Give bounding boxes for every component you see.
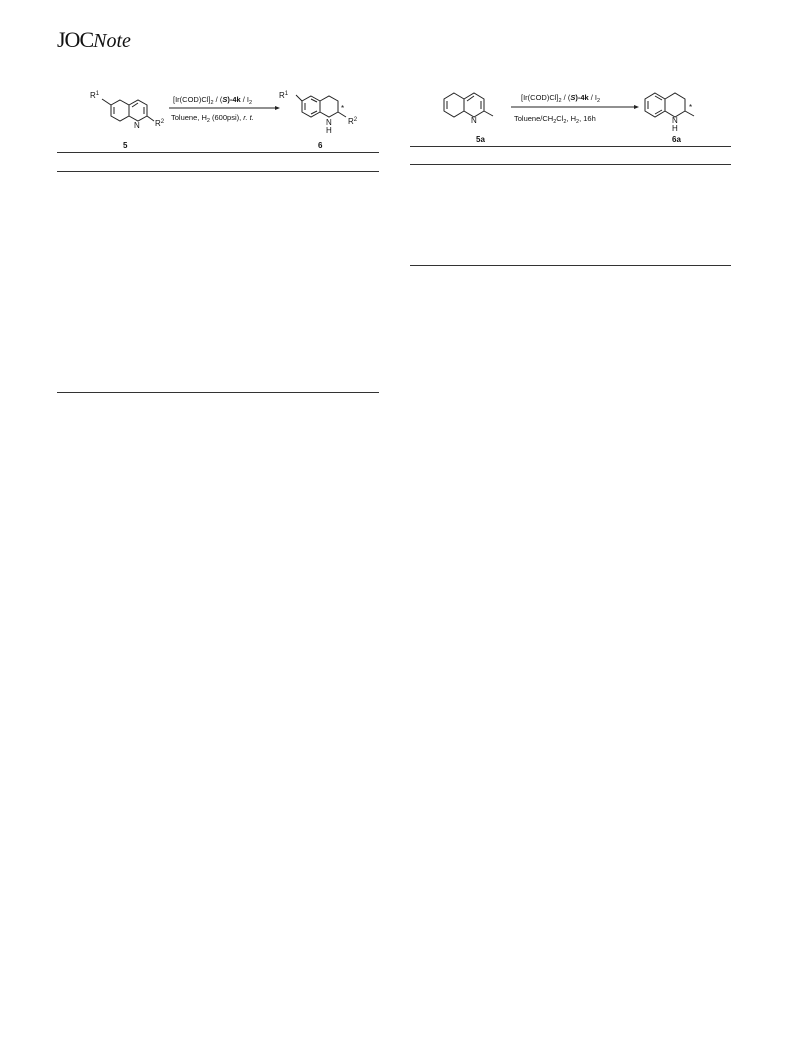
substrate-5a-label: 5a: [476, 135, 485, 144]
substrate-5a-structure: [444, 93, 493, 117]
substrate-5a-n: N: [471, 116, 477, 125]
scheme-left-drawing: [57, 86, 382, 152]
scheme-right-drawing: [410, 86, 735, 152]
conditions-text-right: Toluene/$CH_2Cl_2$, $H_2$, 16h: [514, 114, 596, 125]
product-6a-structure: [645, 93, 694, 117]
arrow-head: [275, 106, 280, 110]
scheme-left: [57, 86, 382, 152]
product-nh-h: H: [326, 126, 332, 135]
section-name: Note: [93, 30, 131, 52]
table-right-header-rule: [410, 164, 731, 165]
substrate-r1: $R^1$: [90, 91, 100, 100]
product-nh-n: N: [326, 118, 332, 127]
substrate-r2: $R^2$: [155, 119, 165, 128]
table-left-bottom-rule: [57, 392, 379, 393]
product-stereo-star: *: [341, 104, 345, 113]
table-left-header-rule: [57, 171, 379, 172]
product-6a-nh-h: H: [672, 124, 678, 133]
product-label: 6: [318, 141, 323, 150]
product-6a-star: *: [689, 103, 693, 112]
product-6a-nh-n: N: [672, 116, 678, 125]
product-r1: $R^1$: [279, 91, 289, 100]
substrate-label: 5: [123, 141, 128, 150]
scheme-right: [410, 86, 735, 152]
conditions-text: Toluene, $H_2$ (600psi), r. t.: [171, 113, 254, 124]
table-left-top-rule: [57, 152, 379, 153]
reagent-text: $[Ir(COD)Cl]_2 / (S)-4k / I_2$: [173, 95, 253, 106]
substrate-quinoline-structure: [102, 99, 154, 121]
reagent-text-right: $[Ir(COD)Cl]_2 / (S)-4k / I_2$: [521, 93, 601, 104]
journal-header: [57, 27, 131, 53]
substrate-n: N: [134, 121, 140, 130]
product-thq-structure: [296, 95, 346, 117]
arrow-head-right: [634, 105, 639, 109]
product-r2: $R^2$: [348, 117, 358, 126]
table-right-top-rule: [410, 146, 731, 147]
journal-abbrev: JOC: [57, 27, 94, 52]
product-6a-label: 6a: [672, 135, 681, 144]
table-right-bottom-rule: [410, 265, 731, 266]
